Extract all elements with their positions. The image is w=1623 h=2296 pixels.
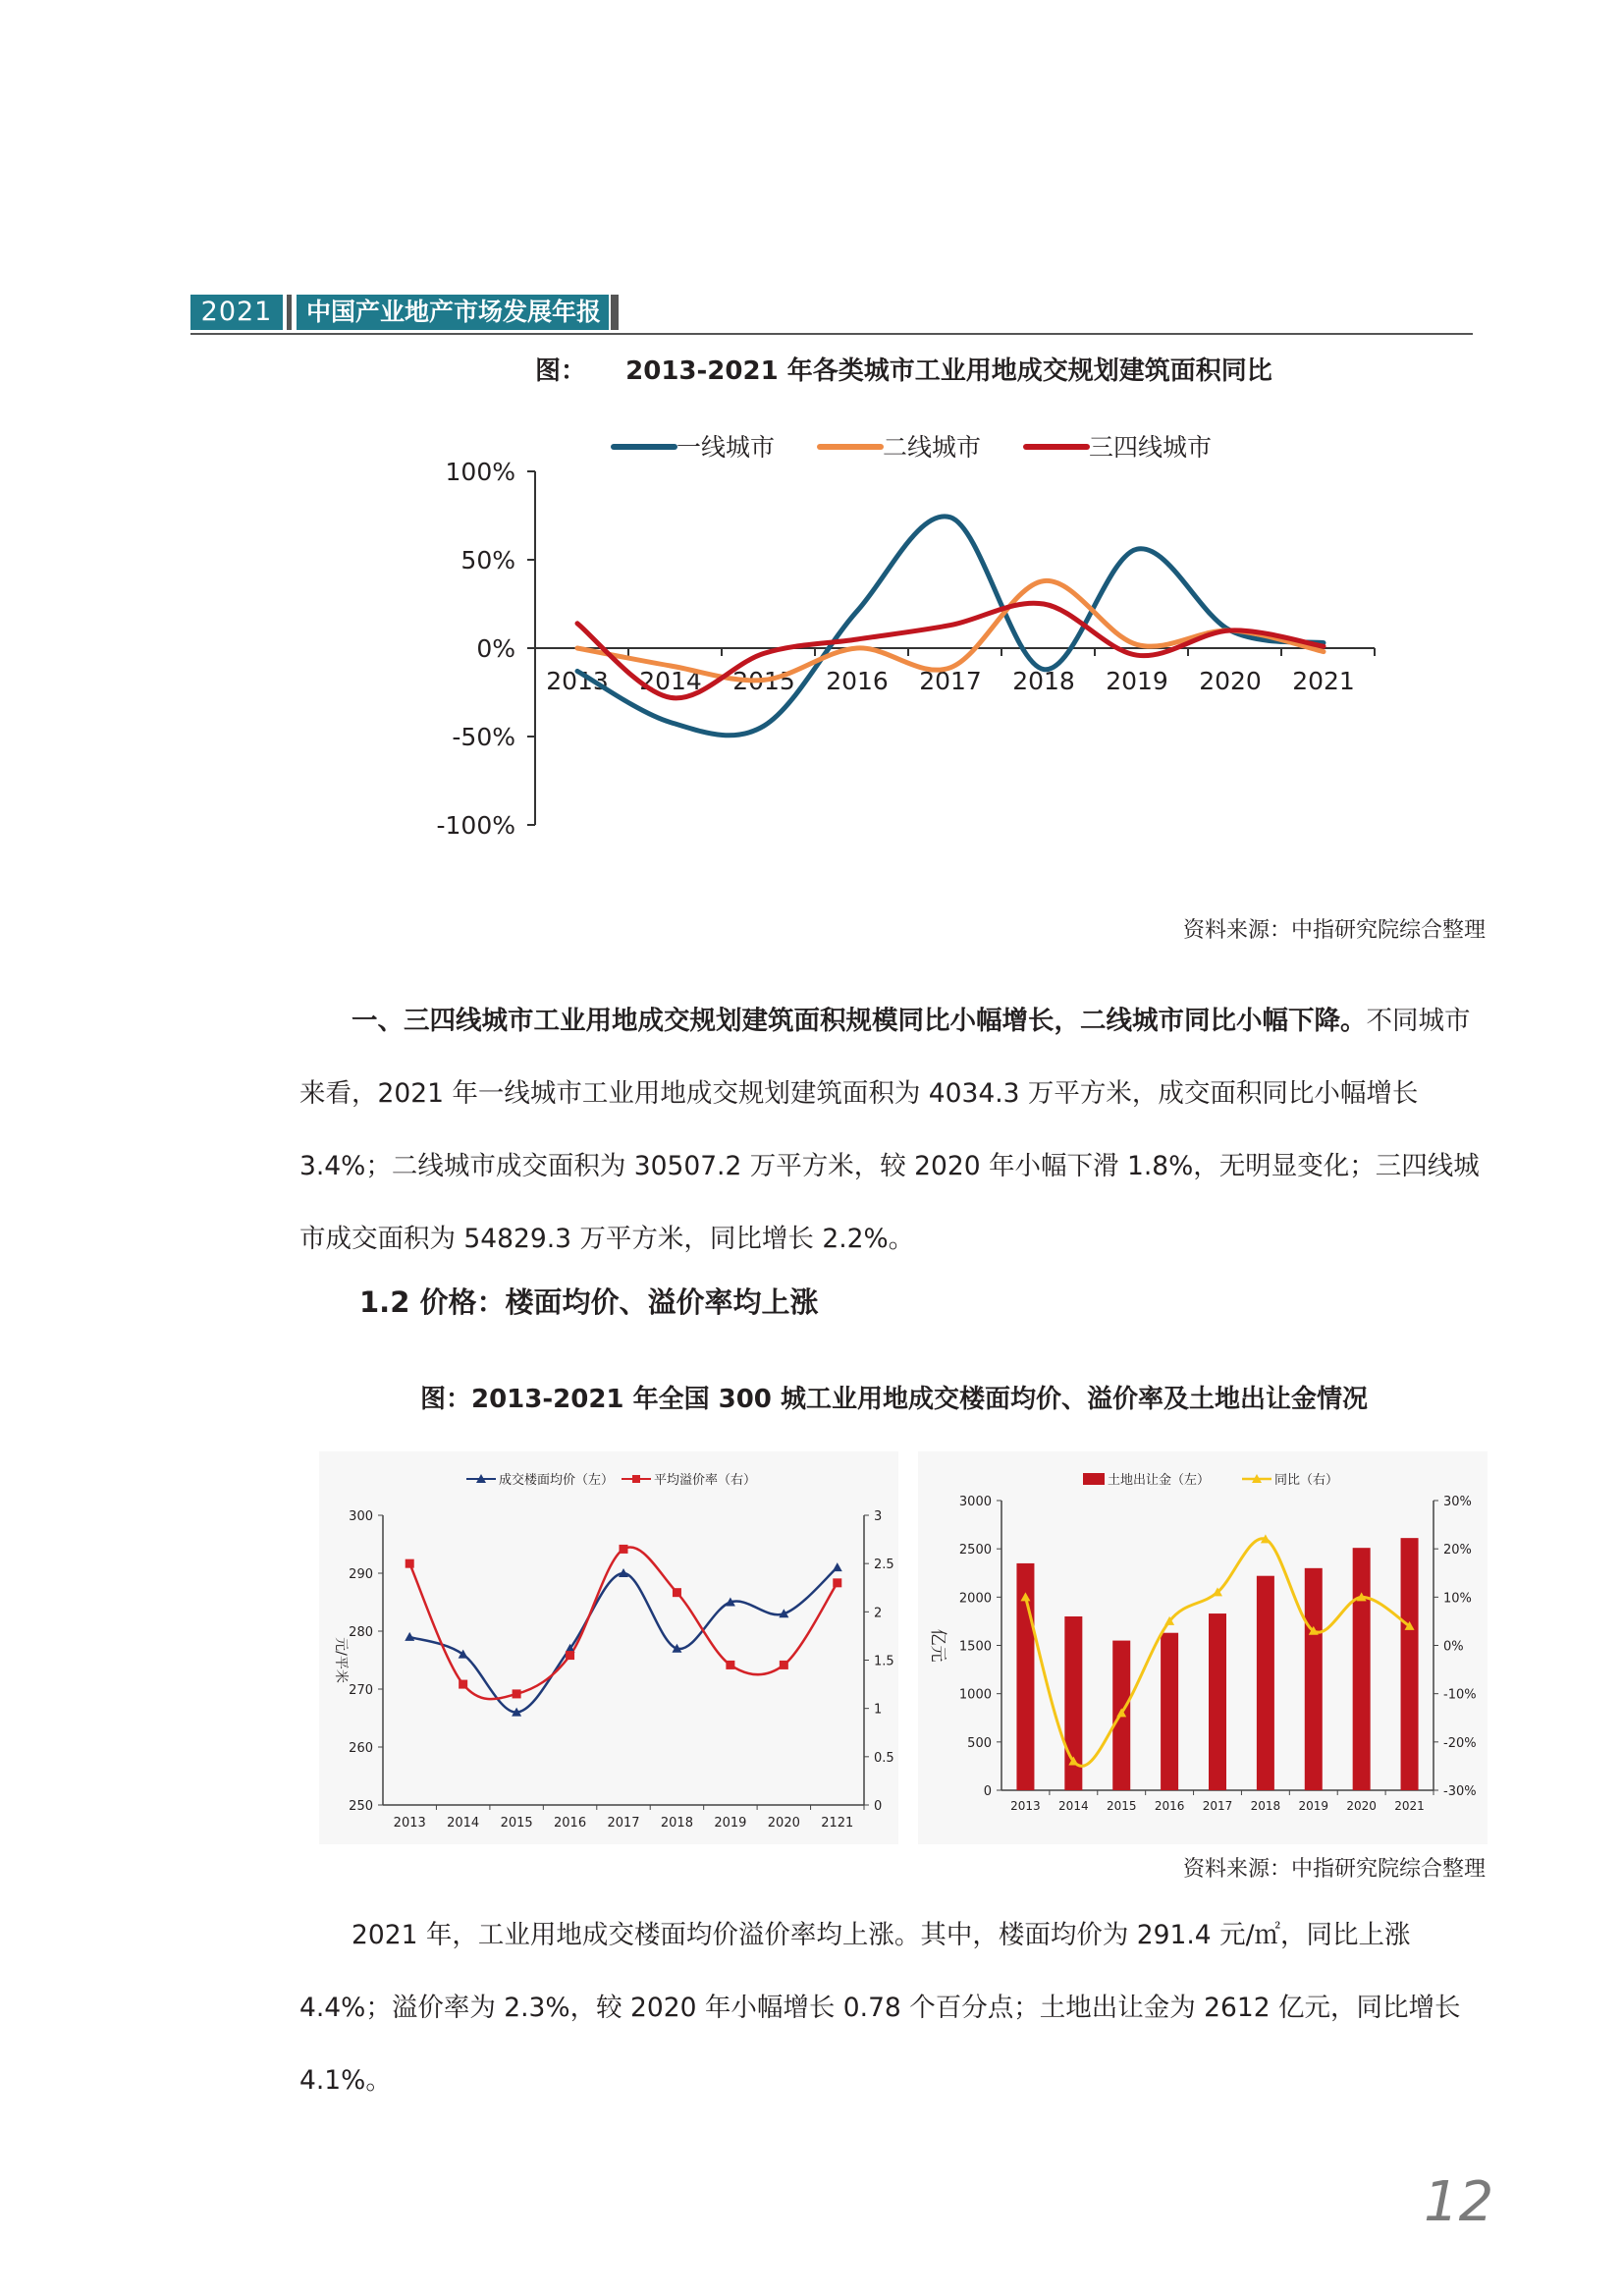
x-tick-label: 2013 [546, 667, 609, 695]
premium-marker [620, 1545, 628, 1554]
right-tick-label: 0.5 [874, 1750, 894, 1766]
section-heading: 1.2 价格：楼面均价、溢价率均上涨 [359, 1285, 819, 1319]
right-tick-label: -10% [1443, 1687, 1477, 1703]
x-tick-label: 2014 [447, 1816, 480, 1831]
chart2-background [319, 1451, 898, 1844]
x-tick-label: 2013 [1010, 1799, 1041, 1813]
x-tick-label: 2020 [767, 1816, 800, 1831]
x-tick-label: 2020 [1199, 667, 1262, 695]
x-tick-label: 2018 [1250, 1799, 1281, 1813]
revenue-bar [1305, 1568, 1323, 1790]
x-tick-label: 2013 [393, 1816, 426, 1831]
x-tick-label: 2019 [1298, 1799, 1329, 1813]
right-tick-label: 1 [874, 1702, 883, 1718]
figure2-land-revenue-chart [918, 1451, 1488, 1844]
right-tick-label: -30% [1443, 1784, 1477, 1799]
right-tick-label: 1.5 [874, 1654, 894, 1669]
x-tick-label: 2015 [500, 1816, 533, 1831]
right-tick-label: 2.5 [874, 1558, 894, 1573]
premium-marker [673, 1588, 681, 1597]
left-tick-label: 270 [349, 1683, 373, 1698]
figure1-caption-text: 2013-2021 年各类城市工业用地成交规划建筑面积同比 [625, 356, 1272, 386]
premium-marker [513, 1689, 521, 1698]
legend-swatch [1083, 1473, 1105, 1485]
revenue-bar [1257, 1576, 1274, 1790]
chart1-series [577, 517, 1324, 736]
page-number: 12 [1424, 2170, 1494, 2234]
figure2-caption: 图：2013-2021 年全国 300 城工业用地成交楼面均价、溢价率及土地出让金情况 [420, 1385, 1368, 1414]
x-tick-label: 2121 [821, 1816, 854, 1831]
figure2-source: 资料来源：中指研究院综合整理 [1183, 1857, 1487, 1882]
figure1-source: 资料来源：中指研究院综合整理 [1183, 918, 1487, 943]
x-tick-label: 2021 [1394, 1799, 1425, 1813]
left-tick-label: 300 [349, 1509, 373, 1524]
legend-label: 平均溢价率（右） [654, 1473, 757, 1488]
legend-label: 同比（右） [1274, 1473, 1339, 1488]
y-axis-label: 亿元 [928, 1628, 947, 1663]
x-tick-label: 2016 [554, 1816, 587, 1831]
y-tick-label: 100% [445, 458, 515, 486]
x-tick-label: 2020 [1346, 1799, 1377, 1813]
header-year: 2021 [190, 295, 283, 330]
chart1-legend [614, 433, 1212, 462]
legend-label: 土地出让金（左） [1108, 1473, 1211, 1488]
x-tick-label: 2014 [639, 667, 702, 695]
left-tick-label: 0 [983, 1784, 992, 1799]
x-tick-label: 2017 [1202, 1799, 1233, 1813]
premium-marker [833, 1578, 841, 1587]
paragraph-1 [299, 985, 1489, 1276]
x-tick-label: 2014 [1058, 1799, 1089, 1813]
left-tick-label: 260 [349, 1741, 373, 1756]
x-tick-label: 2017 [919, 667, 982, 695]
premium-marker [566, 1651, 574, 1660]
revenue-bar [1209, 1613, 1226, 1790]
paragraph-2-text: 2021 年，工业用地成交楼面均价溢价率均上涨。其中，楼面均价为 291.4 元/㎡，同比上涨 4.4%；溢价率为 2.3%，较 2020 年小幅增长 0.78 个百分点；土地出让金为 2612 亿元，同比增长 4.1%。 [299, 1920, 1461, 2096]
x-tick-label: 2016 [1154, 1799, 1185, 1813]
series-line-2 [577, 580, 1324, 680]
paragraph-2 [299, 1899, 1489, 2117]
x-tick-label: 2015 [1106, 1799, 1137, 1813]
right-tick-label: 2 [874, 1606, 883, 1621]
figure1-caption [535, 351, 1272, 387]
legend-label: 三四线城市 [1089, 433, 1213, 462]
left-tick-label: 2500 [958, 1543, 992, 1558]
left-tick-label: 290 [349, 1567, 373, 1582]
paragraph-1-lead: 一、三四线城市工业用地成交规划建筑面积规模同比小幅增长，二线城市同比小幅下降。 [352, 1006, 1367, 1036]
revenue-bar [1401, 1538, 1419, 1790]
x-tick-label: 2018 [1012, 667, 1075, 695]
paragraph-1-body: 不同城市来看，2021 年一线城市工业用地成交规划建筑面积为 4034.3 万平方米，成交面积同比小幅增长 3.4%；二线城市成交面积为 30507.2 万平方米，较 2020 年小幅下滑 1.8%，无明显变化；三四线城市成交面积为 54829.3 万平方米，同比增长 2.2%。 [299, 1006, 1480, 1254]
chart2-legend [466, 1472, 756, 1488]
header-rule [190, 333, 1473, 335]
x-tick-label: 2019 [714, 1816, 747, 1831]
x-tick-label: 2017 [607, 1816, 640, 1831]
x-tick-label: 2015 [732, 667, 795, 695]
header-title: 中国产业地产市场发展年报 [297, 295, 609, 330]
y-tick-label: 0% [476, 634, 515, 663]
right-tick-label: 30% [1443, 1495, 1472, 1509]
header-divider [611, 295, 619, 330]
premium-marker [459, 1680, 467, 1689]
x-tick-label: 2019 [1106, 667, 1168, 695]
right-tick-label: 10% [1443, 1591, 1472, 1607]
figure2-price-premium-chart [319, 1451, 898, 1844]
right-tick-label: -20% [1443, 1735, 1477, 1751]
right-tick-label: 3 [874, 1509, 883, 1524]
left-tick-label: 2000 [958, 1591, 992, 1607]
figure1-caption-prefix: 图： [535, 356, 587, 386]
legend-label: 一线城市 [676, 433, 776, 462]
right-tick-label: 20% [1443, 1543, 1472, 1558]
figure1-line-chart [412, 412, 1394, 864]
revenue-bar [1353, 1548, 1371, 1790]
revenue-bar [1161, 1633, 1178, 1790]
legend-marker [632, 1475, 640, 1483]
right-tick-label: 0% [1443, 1639, 1464, 1655]
left-tick-label: 1500 [958, 1639, 992, 1655]
y-tick-label: -100% [436, 811, 515, 840]
left-tick-label: 3000 [958, 1495, 992, 1509]
premium-marker [780, 1661, 788, 1669]
left-tick-label: 500 [967, 1735, 992, 1751]
header-divider [287, 295, 292, 330]
premium-marker [406, 1559, 414, 1568]
left-tick-label: 280 [349, 1625, 373, 1640]
left-tick-label: 250 [349, 1799, 373, 1814]
y-tick-label: 50% [460, 546, 515, 574]
legend-label: 二线城市 [883, 433, 982, 462]
y-tick-label: -50% [452, 723, 515, 751]
left-tick-label: 1000 [958, 1687, 992, 1703]
x-tick-label: 2016 [826, 667, 889, 695]
premium-marker [726, 1661, 734, 1669]
x-tick-label: 2021 [1292, 667, 1355, 695]
x-tick-label: 2018 [660, 1816, 693, 1831]
right-tick-label: 0 [874, 1799, 883, 1814]
legend-label: 成交楼面均价（左） [499, 1473, 615, 1488]
y-axis-label: 元/平米 [333, 1637, 349, 1683]
